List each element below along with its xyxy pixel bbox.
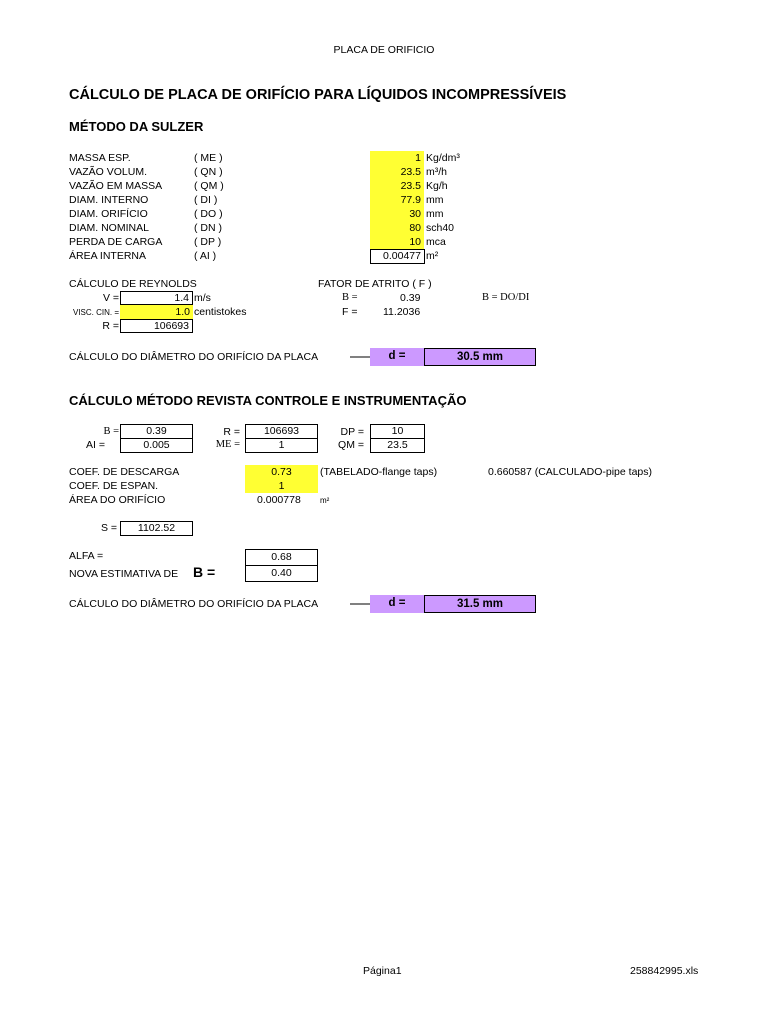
coef-descarga-calculated: 0.660587 (CALCULADO-pipe taps): [488, 466, 653, 478]
sulzer-d-label: d =: [370, 348, 424, 366]
row-code-dp: ( DP ): [194, 236, 222, 248]
row-label-vazao-massa: VAZÃO EM MASSA: [69, 180, 163, 192]
r-label: R =: [102, 320, 119, 332]
row-code-ai: ( AI ): [194, 250, 217, 262]
ai-value-cell: 0.00477: [370, 249, 425, 264]
friction-f-label: F =: [342, 306, 358, 318]
area-orificio-unit: m²: [320, 496, 330, 505]
friction-b-label: B =: [342, 292, 358, 303]
coef-descarga-label: COEF. DE DESCARGA: [69, 466, 180, 478]
ai-unit: m²: [426, 250, 439, 262]
row-label-diam-orificio: DIAM. ORIFÍCIO: [69, 208, 148, 220]
revista-result-label: CÁLCULO DO DIÂMETRO DO ORIFÍCIO DA PLACA: [69, 598, 319, 610]
row-label-diam-interno: DIAM. INTERNO: [69, 194, 149, 206]
revista-d-label: d =: [370, 595, 424, 613]
row-code-me: ( ME ): [194, 152, 223, 164]
coef-espan-label: COEF. DE ESPAN.: [69, 480, 159, 492]
footer-page: Página1: [363, 965, 402, 977]
friction-title: FATOR DE ATRITO ( F ): [318, 278, 432, 290]
visc-value-cell[interactable]: 1.0: [120, 305, 193, 319]
di-unit: mm: [426, 194, 444, 206]
rev-dp-value-cell: 10: [370, 424, 425, 439]
sulzer-d-value: 30.5 mm: [424, 348, 536, 366]
nova-estimativa-b: B =: [193, 564, 216, 580]
rev-me-label: ME =: [215, 439, 240, 450]
coef-espan-value-cell[interactable]: 1: [245, 479, 318, 493]
row-label-vazao-volum: VAZÃO VOLUM.: [69, 166, 147, 178]
nova-estimativa-value-cell: 0.40: [245, 565, 318, 582]
rev-qm-label: QM =: [338, 439, 364, 451]
coef-descarga-note: (TABELADO-flange taps): [320, 466, 438, 478]
sulzer-section-title: MÉTODO DA SULZER: [69, 119, 204, 134]
revista-section-title: CÁLCULO MÉTODO REVISTA CONTROLE E INSTRUMENTAÇÃO: [69, 393, 467, 408]
qn-unit: m³/h: [426, 166, 447, 178]
qm-value-cell[interactable]: 23.5: [370, 179, 424, 193]
visc-label: VISC. CIN. =: [72, 308, 119, 317]
alfa-label: ALFA =: [69, 550, 104, 562]
main-title: CÁLCULO DE PLACA DE ORIFÍCIO PARA LÍQUIDOS INCOMPRESSÍVEIS: [69, 87, 567, 103]
rev-qm-value-cell: 23.5: [370, 438, 425, 453]
dn-unit: sch40: [426, 222, 455, 234]
qn-value-cell[interactable]: 23.5: [370, 165, 424, 179]
row-label-perda-carga: PERDA DE CARGA: [69, 236, 163, 248]
revista-d-value: 31.5 mm: [424, 595, 536, 613]
rev-b-value-cell: 0.39: [120, 424, 193, 439]
v-value-cell: 1.4: [120, 291, 193, 305]
nova-estimativa-label: NOVA ESTIMATIVA DE: [69, 568, 179, 580]
footer-filename: 258842995.xls: [630, 965, 699, 977]
rev-dp-label: DP =: [340, 426, 364, 438]
row-code-do: ( DO ): [194, 208, 223, 220]
v-label: V =: [102, 292, 119, 304]
rev-me-value-cell: 1: [245, 438, 318, 453]
dn-value-cell[interactable]: 80: [370, 221, 424, 235]
reynolds-title: CÁLCULO DE REYNOLDS: [69, 278, 197, 290]
r-value-cell: 106693: [120, 319, 193, 333]
sheet-header-title: PLACA DE ORIFICIO: [333, 44, 435, 56]
row-code-qn: ( QN ): [194, 166, 223, 178]
rev-r-value-cell: 106693: [245, 424, 318, 439]
qm-unit: Kg/h: [426, 180, 448, 192]
s-label: S =: [100, 522, 117, 534]
do-unit: mm: [426, 208, 444, 220]
s-value-cell: 1102.52: [120, 521, 193, 536]
dp-value-cell[interactable]: 10: [370, 235, 424, 249]
row-label-massa: MASSA ESP.: [69, 152, 131, 164]
visc-unit: centistokes: [194, 306, 247, 318]
row-label-diam-nominal: DIAM. NOMINAL: [69, 222, 149, 234]
rev-r-label: R =: [223, 426, 240, 438]
me-value-cell[interactable]: 1: [370, 151, 424, 165]
sulzer-result-label: CÁLCULO DO DIÂMETRO DO ORIFÍCIO DA PLACA: [69, 351, 319, 363]
coef-descarga-value-cell[interactable]: 0.73: [245, 465, 318, 479]
friction-b-value: 0.39: [400, 292, 421, 304]
row-code-dn: ( DN ): [194, 222, 222, 234]
area-orificio-value: 0.000778: [257, 494, 301, 506]
v-unit: m/s: [194, 292, 211, 304]
area-orificio-label: ÁREA DO ORIFÍCIO: [69, 494, 166, 506]
alfa-value-cell: 0.68: [245, 549, 318, 566]
rev-ai-value-cell: 0.005: [120, 438, 193, 453]
row-label-area-interna: ÁREA INTERNA: [69, 250, 147, 262]
rev-b-label: B =: [103, 426, 119, 437]
friction-b-formula: B = DO/DI: [482, 292, 530, 303]
friction-f-value: 11.2036: [383, 306, 421, 318]
do-value-cell[interactable]: 30: [370, 207, 424, 221]
dp-unit: mca: [426, 236, 446, 248]
di-value-cell[interactable]: 77.9: [370, 193, 424, 207]
rev-ai-label: AI =: [86, 439, 105, 451]
row-code-di: ( DI ): [194, 194, 218, 206]
me-unit: Kg/dm³: [426, 152, 460, 164]
row-code-qm: ( QM ): [194, 180, 224, 192]
